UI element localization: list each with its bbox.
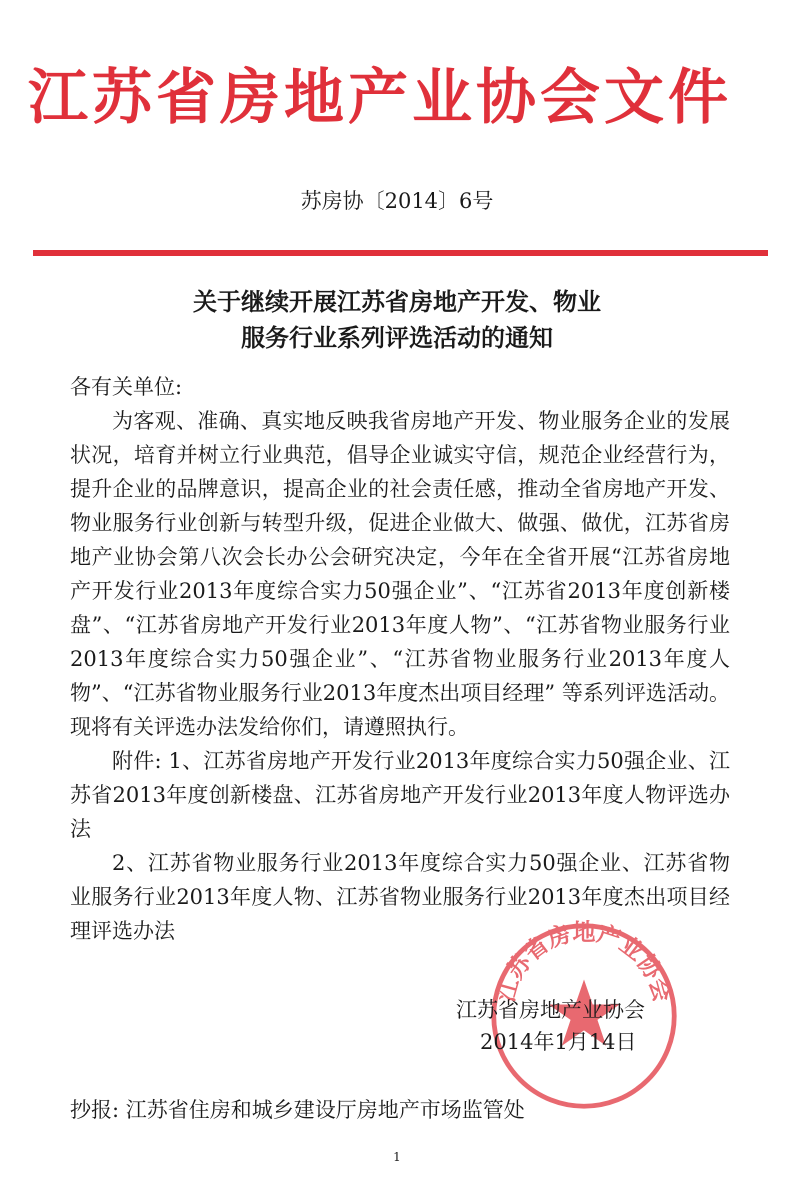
document-number: 苏房协〔2014〕6号 xyxy=(300,189,494,213)
attachment-1: 附件: 1、江苏省房地产开发行业2013年度综合实力50强企业、江苏省2013年度创新楼盘、江苏省房地产开发行业2013年度人物评选办法 xyxy=(70,749,730,841)
seal-text: 江苏省房地产业协会 xyxy=(493,920,675,1005)
notice-body xyxy=(70,370,730,948)
notice-title xyxy=(0,284,794,356)
document-header-title: 江苏省房地产业协会文件 xyxy=(28,63,732,133)
attachment-2: 2、江苏省物业服务行业2013年度综合实力50强企业、江苏省物业服务行业2013年度人物、江苏省物业服务行业2013年度杰出项目经理评选办法 xyxy=(70,851,730,943)
cc-line: 抄报: 江苏省住房和城乡建设厅房地产市场监管处 xyxy=(70,1098,525,1122)
header-divider xyxy=(33,250,768,256)
main-paragraph: 为客观、准确、真实地反映我省房地产开发、物业服务企业的发展状况，培育并树立行业典范，倡导企业诚实守信，规范企业经营行为，提升企业的品牌意识，提高企业的社会责任感，推动全省房地产开发、物业服务行业创新与转型升级，促进企业做大、做强、做优，江苏省房地产业协会第八次会长办公会研究决定，今年在全省开展“江苏省房地产开发行业2013年度综合实力50强企业”、“江苏省2013年度创新楼盘”、“江苏省房地产开发行业2013年度人物”、“江苏省物业服务行业2013年度综合实力50强企业”、“江苏省物业服务行业2013年度人物”、“江苏省物业服务行业2013年度杰出项目经理” 等系列评选活动。现将有关评选办法发给你们，请遵照执行。 xyxy=(70,409,730,739)
signoff-date: 2014年1月14日 xyxy=(480,1030,637,1054)
page-number: 1 xyxy=(393,1150,401,1164)
salutation: 各有关单位: xyxy=(70,375,183,399)
signoff-organization: 江苏省房地产业协会 xyxy=(456,998,645,1022)
notice-title-line-2: 服务行业系列评选活动的通知 xyxy=(241,324,553,352)
notice-title-line-1: 关于继续开展江苏省房地产开发、物业 xyxy=(193,288,601,316)
signoff xyxy=(452,994,732,1058)
